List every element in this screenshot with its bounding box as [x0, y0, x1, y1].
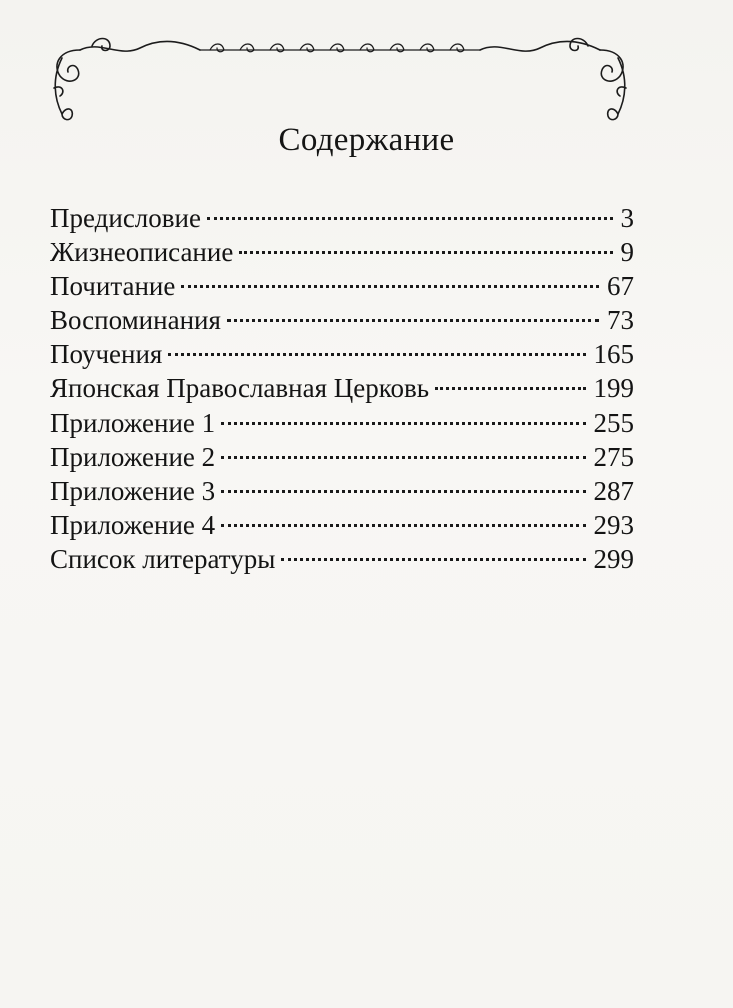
toc-dot-leader	[227, 295, 599, 329]
decorative-scroll-border-icon	[40, 28, 640, 123]
toc-entry-label: Приложение 1	[50, 407, 216, 438]
toc-entry-page-number: 275	[593, 441, 634, 472]
toc-entry-page-number: 9	[620, 237, 634, 268]
page-title: Содержание	[278, 122, 455, 158]
toc-entry-label: Приложение 3	[50, 475, 216, 506]
toc-entry-label: Воспоминания	[50, 305, 221, 336]
toc-entry-label: Приложение 4	[50, 509, 216, 540]
toc-entry-label: Список литературы	[50, 543, 276, 574]
toc-dot-leader	[207, 193, 613, 227]
toc-entry-page-number: 255	[593, 407, 634, 438]
toc-entry-label: Жизнеописание	[50, 237, 234, 268]
toc-dot-leader	[221, 500, 585, 534]
toc-dot-leader	[435, 363, 585, 397]
toc-dot-leader	[168, 329, 585, 363]
toc-entry-label: Японская Православная Церковь	[50, 373, 430, 404]
toc-entry-page-number: 165	[593, 339, 634, 370]
table-of-contents	[50, 193, 634, 574]
toc-dot-leader	[221, 466, 585, 500]
toc-entry-page-number: 299	[593, 543, 634, 574]
toc-entry-label: Почитание	[50, 271, 176, 302]
toc-dot-leader	[221, 432, 585, 466]
toc-entry-label: Предисловие	[50, 203, 201, 233]
toc-entry-page-number: 293	[593, 509, 634, 540]
toc-entry-page-number: 287	[593, 475, 634, 506]
toc-entry-label: Приложение 2	[50, 441, 216, 472]
toc-dot-leader	[239, 227, 612, 261]
toc-dot-leader	[281, 534, 585, 568]
toc-dot-leader	[221, 398, 585, 432]
toc-entry-page-number: 3	[620, 203, 634, 233]
toc-entry-page-number: 199	[593, 373, 634, 404]
toc-entry-page-number: 67	[607, 271, 634, 302]
toc-entry-page-number: 73	[607, 305, 634, 336]
toc-entry-label: Поучения	[50, 339, 163, 370]
toc-dot-leader	[181, 261, 599, 295]
toc-entry	[50, 193, 634, 233]
